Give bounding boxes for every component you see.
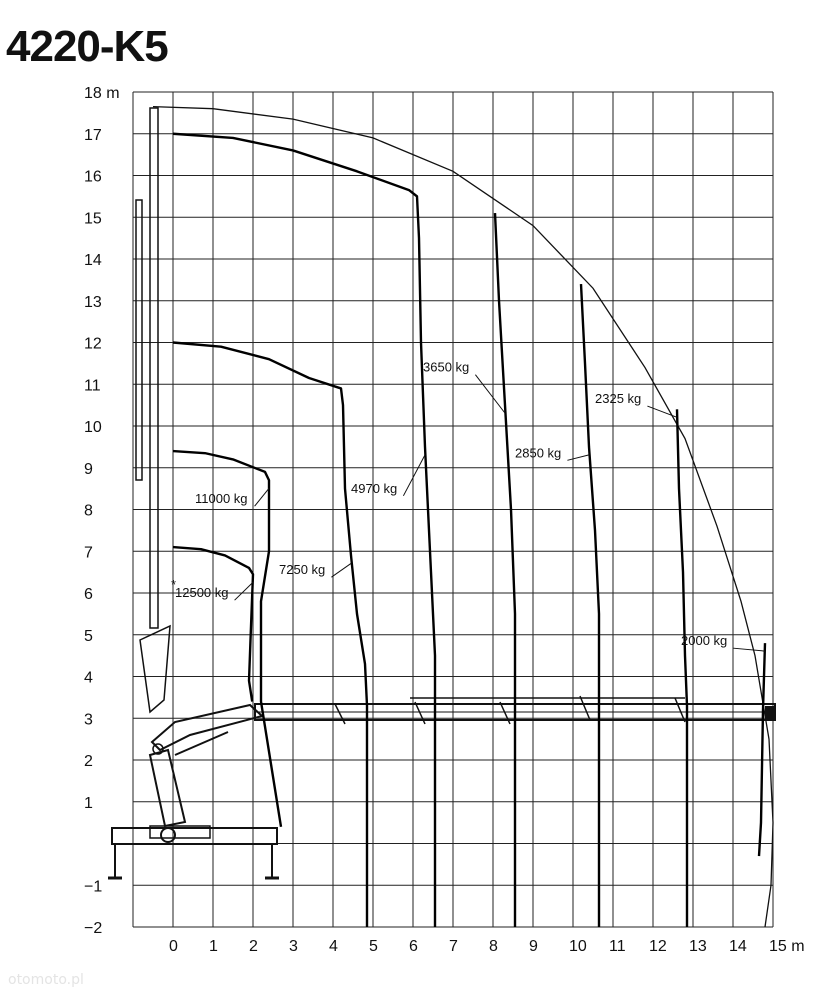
load-label-1: 12500 kg xyxy=(175,585,229,601)
y-tick-label: 2 xyxy=(84,753,93,770)
load-curve-4 xyxy=(173,134,435,927)
load-label-5: 3650 kg xyxy=(423,359,470,375)
boom-tip xyxy=(765,706,775,720)
y-tick-label: 10 xyxy=(84,419,102,436)
y-tick-label: 6 xyxy=(84,586,93,603)
y-tick-label: 12 xyxy=(84,335,102,353)
load-label-leader-8 xyxy=(733,648,765,651)
crane-base-frame xyxy=(112,828,277,844)
load-curve-6 xyxy=(581,284,599,927)
load-label-star: * xyxy=(171,577,177,593)
load-curve-2 xyxy=(173,451,281,827)
x-tick-label: 12 xyxy=(649,938,667,955)
raised-boom xyxy=(150,108,158,628)
y-tick-label: 4 xyxy=(84,669,93,687)
y-tick-label: 5 xyxy=(84,627,93,645)
y-tick-label: 1 xyxy=(84,794,93,812)
watermark: otomoto.pl xyxy=(8,972,84,988)
load-label-6: 2850 kg xyxy=(515,445,562,461)
load-curve-8 xyxy=(759,643,765,856)
y-tick-label: 14 xyxy=(84,252,102,269)
crane-column xyxy=(150,750,185,826)
y-tick-label: 11 xyxy=(84,377,101,395)
load-label-4: 4970 kg xyxy=(351,480,398,496)
x-tick-label: 3 xyxy=(289,938,298,955)
x-tick-label: 5 xyxy=(369,938,378,955)
load-curve-5 xyxy=(495,213,515,927)
main-cylinder xyxy=(175,732,228,755)
load-label-leader-7 xyxy=(647,406,677,417)
load-label-leader-2 xyxy=(255,488,269,506)
tick-labels xyxy=(84,85,805,955)
load-curves xyxy=(173,134,765,927)
x-tick-label: 14 xyxy=(729,938,747,955)
y-tick-label: 8 xyxy=(84,502,93,520)
load-label-leader-5 xyxy=(475,375,505,413)
raised-boom-cylinder xyxy=(140,626,170,712)
load-curve-7 xyxy=(677,409,687,927)
load-label-leader-1 xyxy=(235,582,253,600)
raised-extension xyxy=(136,200,142,480)
load-label-leader-4 xyxy=(403,455,425,496)
load-label-2: 11000 kg xyxy=(195,491,248,507)
x-tick-label: 1 xyxy=(209,938,218,955)
x-tick-label: 7 xyxy=(449,938,458,955)
x-tick-label: 4 xyxy=(329,938,338,955)
y-tick-label: 15 xyxy=(84,210,102,228)
y-tick-label: 18 m xyxy=(84,85,120,102)
x-tick-label: 10 xyxy=(569,938,587,955)
y-tick-label: 16 xyxy=(84,168,102,186)
main-boom xyxy=(152,705,262,750)
y-tick-label: −1 xyxy=(84,878,103,896)
x-tick-label: 13 xyxy=(689,938,707,955)
x-tick-label: 6 xyxy=(409,938,418,955)
x-tick-label: 2 xyxy=(249,938,258,955)
y-tick-label: 3 xyxy=(84,711,93,729)
x-tick-label: 11 xyxy=(609,938,626,955)
x-tick-label: 15 m xyxy=(769,938,805,955)
x-tick-label: 0 xyxy=(169,938,178,955)
load-label-3: 7250 kg xyxy=(279,562,326,578)
load-label-7: 2325 kg xyxy=(595,391,642,407)
load-label-leader-6 xyxy=(567,455,589,460)
load-label-8: 2000 kg xyxy=(681,633,728,649)
x-tick-label: 8 xyxy=(489,938,498,955)
y-tick-label: −2 xyxy=(84,920,103,937)
y-tick-label: 7 xyxy=(84,544,93,562)
load-label-leader-3 xyxy=(331,563,351,577)
y-tick-label: 17 xyxy=(84,126,102,144)
grid xyxy=(133,92,773,927)
y-tick-label: 13 xyxy=(84,293,102,311)
x-tick-label: 9 xyxy=(529,938,538,955)
chart-title: 4220-K5 xyxy=(6,22,168,71)
y-tick-label: 9 xyxy=(84,460,93,478)
extension-joint-1 xyxy=(580,696,590,720)
